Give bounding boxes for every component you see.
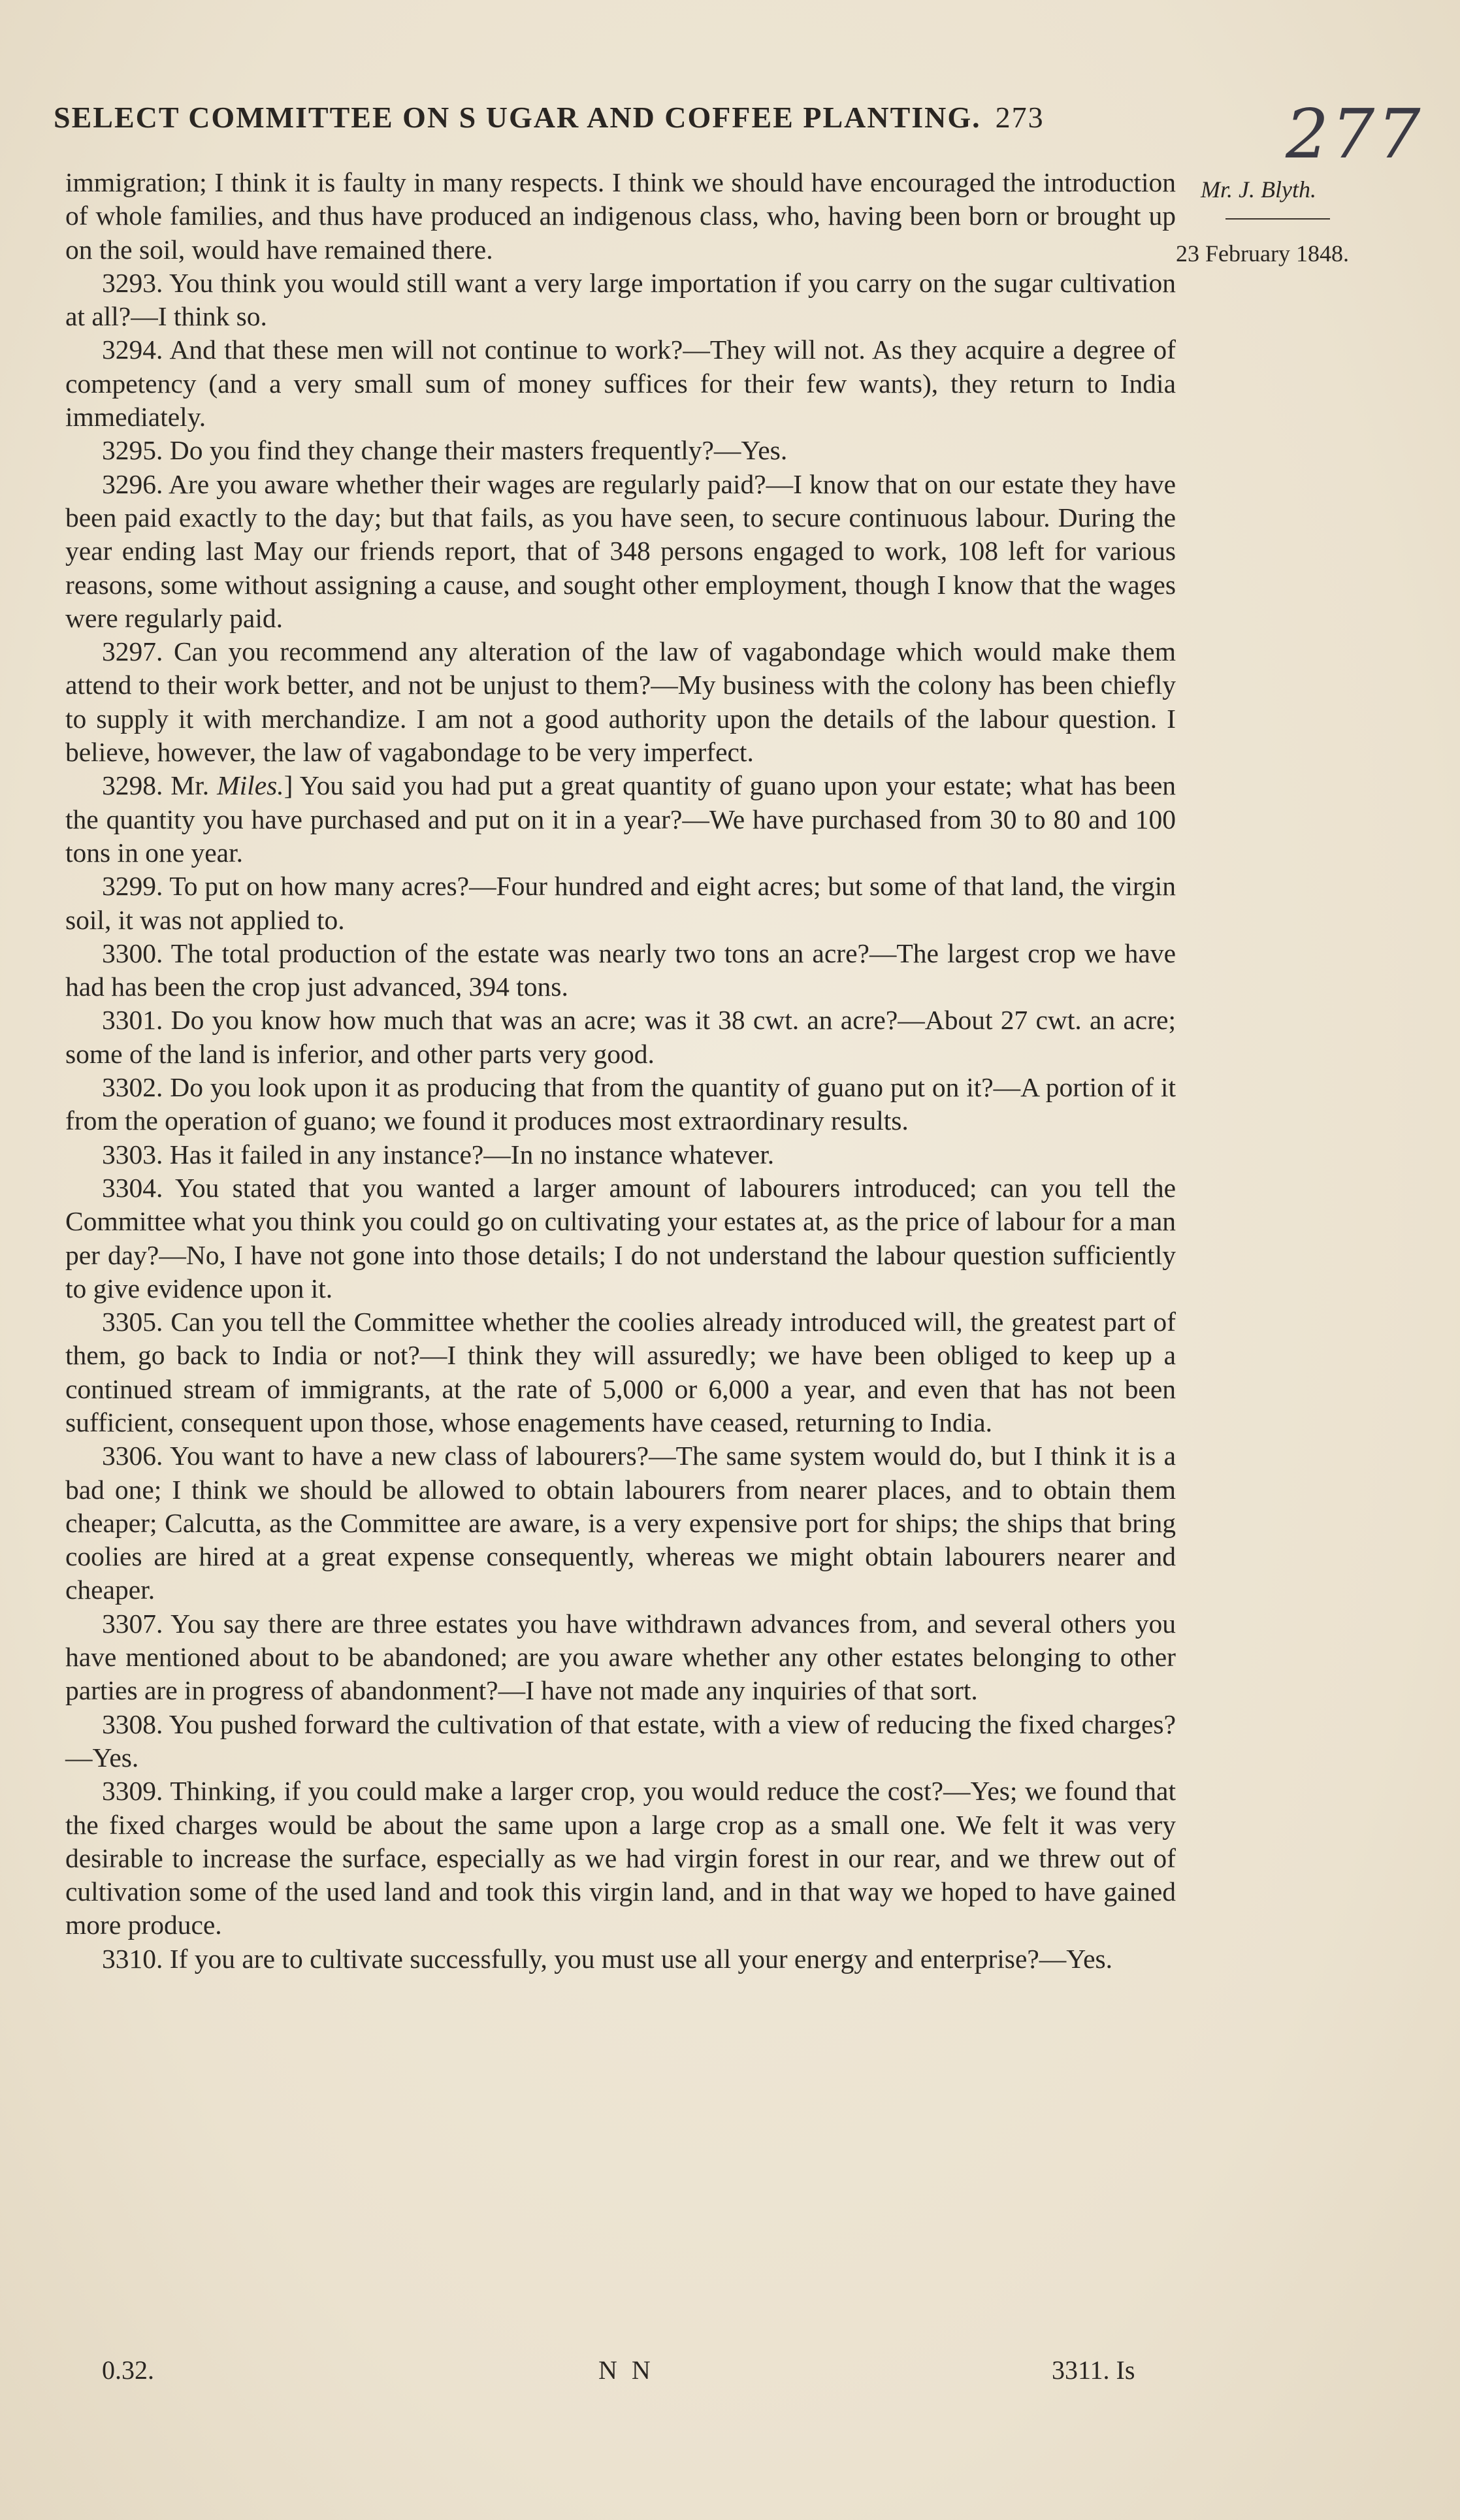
page-footer: [0, 2351, 1460, 2390]
question-3302: 3302. Do you look upon it as producing that from the quantity of guano put on it?—A portion of it from the operation of guano; we found it produces most extraordinary results.: [65, 1072, 1176, 1136]
question-3298-text: ] You said you had put a great quantity of guano upon your estate; what has been the quantity you have purchased and put on it in a year?—We have purchased from 30 to 80 and 100 tons in one year.: [65, 770, 1176, 868]
question-3308: 3308. You pushed forward the cultivation of that estate, with a view of reducing the fixed charges?—Yes.: [65, 1709, 1176, 1773]
questioner-name: Miles.: [217, 770, 284, 801]
witness-name-text: Mr. J. Blyth.: [1201, 176, 1316, 203]
question-3300: 3300. The total production of the estate was nearly two tons an acre?—The largest crop we have had has been the crop just advanced, 394 tons.: [65, 938, 1176, 1002]
question-3296: 3296. Are you aware whether their wages are regularly paid?—I know that on our estate they have been paid exactly to the day; but that fails, as you have seen, to secure continuous labour. During the year ending last May our friends report, that of 348 persons engaged to work, 108 left for various reasons, some without assigning a cause, and sought other employment, though I know that the wages were regularly paid.: [65, 468, 1176, 633]
question-3309: 3309. Thinking, if you could make a larger crop, you would reduce the cost?—Yes; we found that the fixed charges would be about the same upon a large crop as a small one. We felt it was very desirable to increase the surface, especially as we had virgin forest in our rear, and we threw out of cultivation some of the used land and took this virgin land, and in that way we hoped to have gained more produce.: [65, 1776, 1176, 1940]
witness-rule-divider: [1225, 218, 1330, 220]
question-3299: 3299. To put on how many acres?—Four hundred and eight acres; but some of that land, the virgin soil, it was not applied to.: [65, 871, 1176, 935]
question-3297: 3297. Can you recommend any alteration of the law of vagabondage which would make them attend to their work better, and not be unjust to them?—My business with the colony has been chiefly to supply it with merchandize. I am not a good authority upon the details of the labour question. I believe, however, the law of vagabondage to be very imperfect.: [65, 636, 1176, 768]
running-head-title: SELECT COMMITTEE ON S UGAR AND COFFEE PLANTING.: [54, 101, 981, 134]
question-3301: 3301. Do you know how much that was an acre; was it 38 cwt. an acre?—About 27 cwt. an acre; some of the land is inferior, and other parts very good.: [65, 1005, 1176, 1069]
question-3305: 3305. Can you tell the Committee whether the coolies already introduced will, the greatest part of them, go back to India or not?—I think they will assuredly; we have been obliged to keep up a continued stream of immigrants, at the rate of 5,000 or 6,000 a year, and even that has not been sufficient, consequent upon those, whose enagements have ceased, returning to India.: [65, 1307, 1176, 1437]
question-3307: 3307. You say there are three estates you have withdrawn advances from, and several others you have mentioned about to be abandoned; are you aware whether any other estates belonging to other parties are in progress of abandonment?—I have not made any inquiries of that sort.: [65, 1608, 1176, 1706]
session-date: 23 February 1848.: [1176, 240, 1349, 267]
running-head: [54, 98, 1177, 137]
testimony-body: [65, 166, 1176, 1976]
page-number: 273: [995, 101, 1045, 134]
question-3303: 3303. Has it failed in any instance?—In no instance whatever.: [102, 1139, 775, 1170]
paragraph-intro: immigration; I think it is faulty in many respects. I think we should have encouraged the introduction of whole families, and thus have produced an indigenous class, who, having been born or brought up on the soil, would have remained there.: [65, 167, 1176, 265]
question-3295: 3295. Do you find they change their masters frequently?—Yes.: [102, 435, 788, 466]
question-3304: 3304. You stated that you wanted a larger amount of labourers introduced; can you tell the Committee what you think you could go on cultivating your estates at, as the price of labour for a man per day?—No, I have not gone into those details; I do not understand the labour question sufficiently to give evidence upon it.: [65, 1172, 1176, 1303]
question-3310: 3310. If you are to cultivate successfully, you must use all your energy and enterprise?—Yes.: [102, 1943, 1113, 1974]
handwritten-folio-number: 277: [1286, 94, 1423, 174]
question-3293: 3293. You think you would still want a very large importation if you carry on the sugar cultivation at all?—I think so.: [65, 267, 1176, 332]
paper-reference: 0.32.: [102, 2355, 154, 2385]
question-3298-number: 3298. Mr.: [102, 770, 210, 801]
witness-name: [1201, 175, 1316, 204]
question-3294: 3294. And that these men will not continue to work?—They will not. As they acquire a degree of competency (and a very small sum of money suffices for their few wants), they return to India immediately.: [65, 335, 1176, 433]
signature-mark: N N: [598, 2355, 655, 2385]
question-3298: [65, 769, 1176, 870]
catchword: 3311. Is: [1052, 2355, 1135, 2385]
question-3306: 3306. You want to have a new class of labourers?—The same system would do, but I think it is a bad one; I think we should be allowed to obtain labourers from nearer places, and to obtain them cheaper; Calcutta, as the Committee are aware, is a very expensive port for ships; the ships that bring coolies are hired at a great expense consequently, whereas we might obtain labourers nearer and cheaper.: [65, 1441, 1176, 1605]
